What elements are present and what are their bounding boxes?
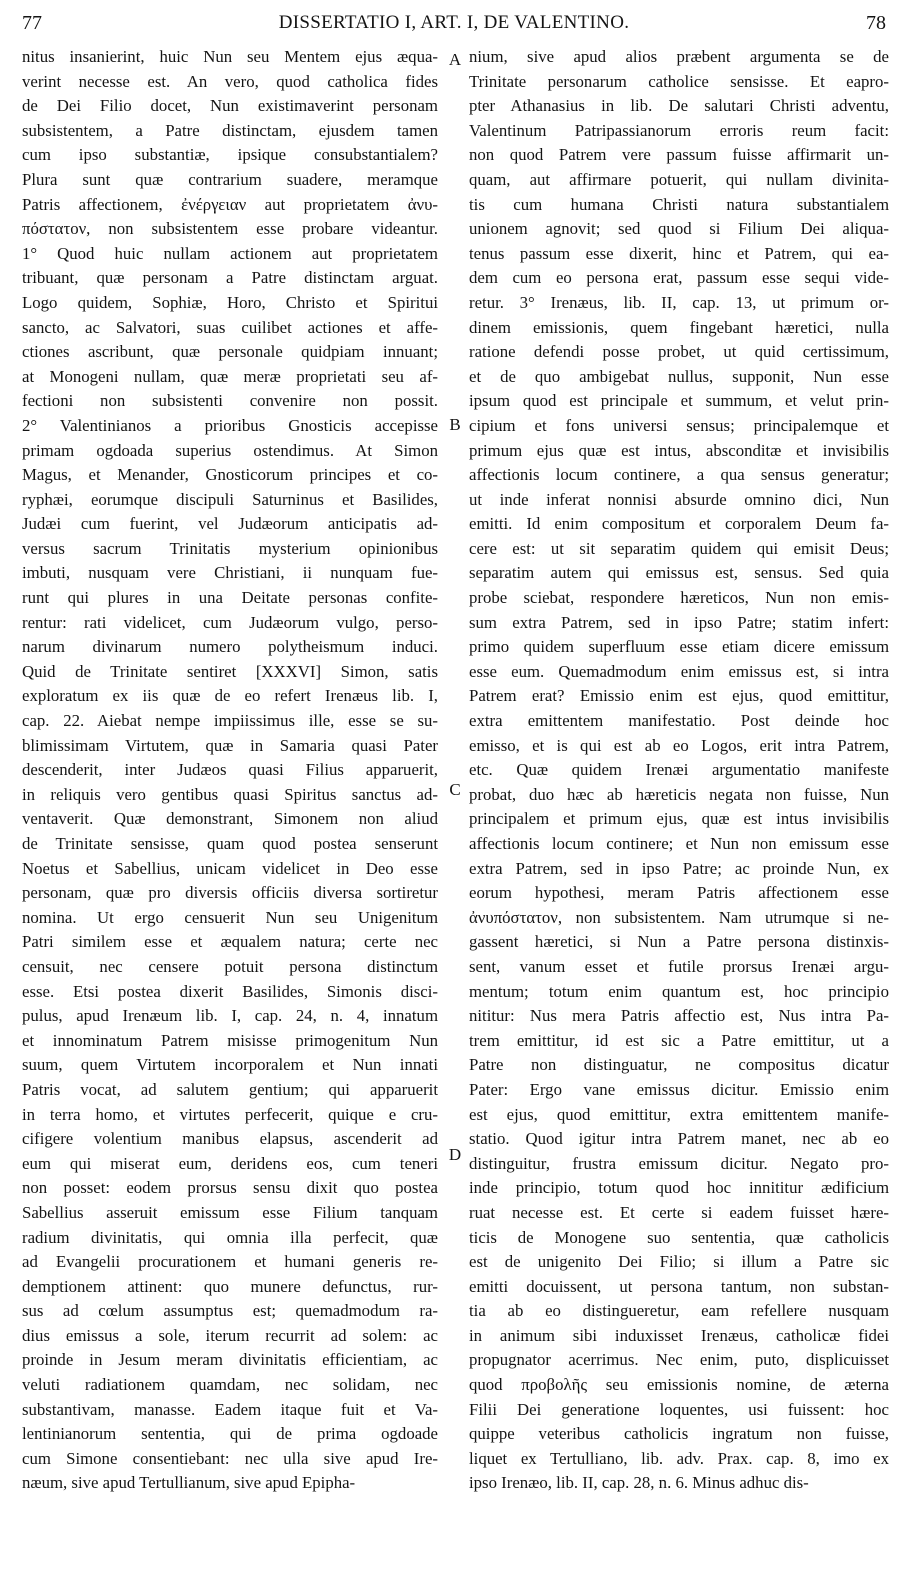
- text-line: nomina. Ut ergo censuerit Nun seu Unigenitum: [22, 907, 438, 927]
- text-line: est ejus, quod emittitur, extra emittentem manife-: [469, 1104, 889, 1124]
- text-line: Pater: Ergo vane emissus dicitur. Emissio enim: [469, 1079, 889, 1099]
- text-line: lentinianorum sententia, qui de prima ogdoade: [22, 1424, 438, 1444]
- text-line: in reliquis vero gentibus quasi Spiritus sanctus ad-: [22, 784, 438, 804]
- text-line: quam, aut affirmare potuerit, qui nullam divinita-: [469, 169, 889, 189]
- text-line: fectioni non subsistenti convenire non possit.: [22, 391, 438, 411]
- text-line: primum ejus quæ est intus, absconditæ et invisibilis: [469, 440, 889, 460]
- text-line: tia ab eo distingueretur, eam refellere nusquam: [469, 1301, 889, 1321]
- text-line: versus sacrum Trinitatis mysterium opinionibus: [22, 538, 438, 558]
- text-line: tribuant, quæ personam a Patre distinctam arguat.: [22, 268, 438, 288]
- page-header: [0, 0, 908, 40]
- text-line: non quod Patrem vere passum fuisse affirmarit un-: [469, 145, 889, 165]
- text-line: inde principio, totum quod hoc innititur ædificium: [469, 1178, 889, 1198]
- text-line: eorum hypothesi, meram Patris affectionem esse: [469, 883, 889, 903]
- text-line: Magus, et Menander, Gnosticorum principes et co-: [22, 465, 438, 485]
- running-head: DISSERTATIO I, ART. I, DE VALENTINO.: [278, 12, 630, 33]
- text-line: nium, sive apud alios præbent argumenta se de: [469, 47, 889, 66]
- text-line: cere est: ut sit separatim quidem qui emisit Deus;: [469, 538, 889, 558]
- text-line: πόστατον, non subsistentem esse probare videantur.: [22, 219, 438, 239]
- text-line: Judæi cum fuerint, vel Judæorum anticipatis ad-: [22, 514, 438, 534]
- text-line: et innominatum Patrem misisse primogenitum Nun: [22, 1030, 438, 1050]
- text-line: sum extra Patrem, sed in ipso Patre; statim infert:: [469, 612, 889, 632]
- text-line: radium divinitatis, qui omnia illa perfecit, quæ: [22, 1227, 438, 1247]
- text-line: ctiones ascribunt, quæ personale quidpiam innuant;: [22, 342, 438, 362]
- text-line: quippe veteribus catholicis ingratum non fuisse,: [469, 1424, 889, 1444]
- text-line: dem cum eo persona erat, passum esse sequi vide-: [469, 268, 889, 288]
- text-line: retur. 3° Irenæus, lib. II, cap. 13, ut primum or-: [469, 292, 889, 312]
- text-line: suum, quem Virtutem incorporalem et Nun innati: [22, 1055, 438, 1075]
- text-line: Patris affectionem, ἐνέργειαν aut proprietatem ἀνυ-: [22, 194, 438, 214]
- text-line: dinem emissionis, quem fingebant hæretici, nulla: [469, 317, 889, 337]
- text-line: Valentinum Patripassianorum erroris reum facit:: [469, 120, 889, 140]
- margin-letter-b: B: [449, 415, 461, 434]
- text-line: in animum sibi induxisset Irenæus, catholicæ fidei: [469, 1325, 889, 1345]
- text-line: cap. 22. Aiebat nempe impiissimus ille, esse se su-: [22, 711, 438, 731]
- text-line: emitti. Id enim compositum et corporalem Deum fa-: [469, 514, 889, 534]
- margin-letter-d: D: [448, 1145, 462, 1164]
- text-line: ruat necesse est. Et certe si eadem fuisset hære-: [469, 1202, 889, 1222]
- text-line: quod προβολῆς seu emissionis nomine, de æterna: [469, 1375, 889, 1395]
- text-line: affectionis locum continere; et Nun non emissum esse: [469, 834, 889, 853]
- text-line: unionem agnovit; sed quod si Filium Dei aliqua-: [469, 219, 889, 239]
- page-number-right: 78: [866, 12, 886, 34]
- text-line: næum, sive apud Tertullianum, sive apud Epipha-: [22, 1473, 356, 1493]
- text-line: liquet ex Tertulliano, lib. adv. Prax. cap. 8, imo ex: [469, 1448, 889, 1468]
- text-line: cipium et fons universi sensus; principalemque et: [469, 415, 889, 435]
- text-line: verint necesse est. An vero, quod catholica fides: [22, 71, 438, 91]
- text-line: at Monogeni nullam, quæ meræ proprietati seu af-: [22, 366, 438, 386]
- text-line: primam ogdoada superius ostendimus. At Simon: [22, 440, 438, 460]
- text-line: Filii Dei generatione loquentes, usi fuissent: hoc: [469, 1399, 889, 1419]
- text-line: ἀνυπόστατον, non subsistentem. Nam utrumque si ne-: [469, 907, 889, 927]
- text-line: ipso Irenæo, lib. II, cap. 28, n. 6. Minus adhuc dis-: [469, 1473, 809, 1493]
- text-line: ventaverit. Quæ demonstrant, Simonem non aliud: [22, 809, 438, 829]
- text-line: esse eum. Quemadmodum enim emissus est, si intra: [469, 661, 889, 681]
- margin-letter-c: C: [449, 780, 461, 799]
- text-line: emisso, et is qui est ab eo Logos, erit intra Patrem,: [469, 735, 889, 755]
- text-line: nitus insanierint, huic Nun seu Mentem ejus æqua-: [22, 47, 438, 66]
- text-line: probat, duo hæc ab hæreticis negata non fuisse, Nun: [469, 784, 889, 804]
- text-line: veluti radiationem quamdam, nec solidam, nec: [22, 1375, 438, 1395]
- text-line: propugnator acerrimus. Nec enim, puto, displicuisset: [469, 1350, 889, 1370]
- text-line: de Trinitate sensisse, quam quod postea senserunt: [22, 834, 438, 853]
- text-line: Quid de Trinitate sentiret [XXXVI] Simon, satis: [22, 661, 438, 681]
- text-line: pulus, apud Irenæum lib. I, cap. 24, n. 4, innatum: [22, 1006, 438, 1026]
- text-line: Sabellius asseruit emissum esse Filium tanquam: [22, 1202, 438, 1222]
- text-line: etc. Quæ quidem Irenæi argumentatio manifeste: [469, 760, 889, 780]
- left-column: [22, 45, 438, 1496]
- text-line: proinde in Jesum meram divinitatis efficientiam, ac: [22, 1350, 438, 1370]
- text-line: Trinitate personarum catholice sensisse. Et eapro-: [469, 71, 889, 91]
- text-line: rentur: rati videlicet, cum Judæorum vulgo, perso-: [22, 612, 438, 632]
- text-line: trem emittitur, id est sic a Patre emittitur, ut a: [469, 1030, 889, 1050]
- right-column: [469, 45, 889, 1496]
- text-line: substantivam, manasse. Eadem itaque fuit et Va-: [22, 1399, 438, 1419]
- text-line: gassent hæretici, si Nun a Patre persona distinxis-: [469, 932, 889, 952]
- text-line: blimissimam Virtutem, quæ in Samaria quasi Pater: [22, 735, 438, 755]
- text-line: probe sciebat, respondere hæreticos, Nun non emis-: [469, 588, 889, 608]
- text-line: affectionis locum continere, a qua sensus generatur;: [469, 465, 889, 485]
- text-line: censuit, nec censere potuit persona distinctum: [22, 956, 438, 976]
- text-line: extra emittentem manifestatio. Post deinde hoc: [469, 711, 889, 731]
- text-line: narum divinarum numero polytheismum induci.: [22, 637, 438, 657]
- text-line: 1° Quod huic nullam actionem aut proprietatem: [22, 243, 438, 263]
- text-line: Noetus et Sabellius, unicam videlicet in Deo esse: [22, 858, 438, 878]
- text-line: et de quo ambigebat nullus, supponit, Nun esse: [469, 366, 889, 386]
- text-line: Patrem erat? Emissio enim est ejus, quod emittitur,: [469, 686, 889, 706]
- text-line: 2° Valentinianos a prioribus Gnosticis accepisse: [22, 415, 438, 435]
- text-line: demptionem attinent: quo munere defunctus, rur-: [22, 1276, 438, 1296]
- text-line: cifigere volentium manibus elapsus, ascenderit ad: [22, 1129, 438, 1149]
- text-line: emitti docuissent, ut persona tantum, non substan-: [469, 1276, 889, 1296]
- text-line: statio. Quod igitur intra Patrem manet, nec ab eo: [469, 1129, 889, 1149]
- text-line: runt qui plures in una Deitate personas confite-: [22, 588, 438, 608]
- text-line: subsistentem, a Patre distinctam, ejusdem tamen: [22, 120, 438, 140]
- text-line: eum qui miserat eum, deridens eos, cum teneri: [22, 1153, 438, 1173]
- text-line: mentum; totum enim quantum est, hoc principio: [469, 981, 889, 1001]
- text-line: ryphæi, eorumque discipuli Saturninus et Basilides,: [22, 489, 438, 509]
- text-line: separatim autem qui emissus est, sensus. Sed quia: [469, 563, 889, 583]
- text-line: Patre non distinguatur, ne compositus dicatur: [469, 1055, 889, 1075]
- text-line: pter Athanasius in lib. De salutari Christi adventu,: [469, 96, 889, 116]
- text-line: ticis de Monogene suo sententia, quæ catholicis: [469, 1227, 889, 1247]
- text-line: de Dei Filio docet, Nun existimaverint personam: [22, 96, 438, 116]
- text-line: tenus passum esse dixerit, hinc et Patrem, qui ea-: [469, 243, 889, 263]
- margin-letter-a: A: [448, 50, 462, 69]
- text-line: non posset: eodem prorsus sensu dixit quo postea: [22, 1178, 438, 1198]
- text-line: cum Simone consentiebant: nec ulla sive apud Ire-: [22, 1448, 438, 1468]
- text-line: Patri similem esse et æqualem natura; certe nec: [22, 932, 438, 952]
- text-line: est de unigenito Dei Filio; si illum a Patre sic: [469, 1252, 889, 1272]
- text-line: exploratum ex iis quæ de eo refert Irenæus lib. I,: [22, 686, 438, 706]
- text-line: Logo quidem, Sophiæ, Horo, Christo et Spiritui: [22, 292, 438, 312]
- text-line: sancto, ac Salvatori, suas cuilibet actiones et affe-: [22, 317, 438, 337]
- text-line: cum ipso substantiæ, ipsique consubstantialem?: [22, 145, 438, 165]
- text-line: ipsum quod est principale et summum, et velut prin-: [469, 391, 889, 411]
- text-line: imbuti, nusquam vere Christiani, ii nunquam fue-: [22, 563, 438, 583]
- text-line: distinguitur, frustra emissum dicitur. Negato pro-: [469, 1153, 889, 1173]
- text-line: Patris vocat, ad salutem gentium; qui apparuerit: [22, 1079, 438, 1099]
- text-line: esse. Etsi postea dixerit Basilides, Simonis disci-: [22, 981, 438, 1001]
- text-line: principalem et primum ejus, quæ est intus invisibilis: [469, 809, 889, 829]
- text-line: Plura sunt quæ contrarium suadere, meramque: [22, 169, 438, 189]
- text-line: tis cum humana Christi natura substantialem: [469, 194, 889, 214]
- page-number-left: 77: [22, 12, 42, 34]
- text-line: ut inde inferat nonnisi absurde omnino dici, Nun: [469, 489, 889, 509]
- text-line: descenderit, inter Judæos quasi Filius apparuerit,: [22, 760, 438, 780]
- text-line: in terra homo, et virtutes perfecerit, quique e cru-: [22, 1104, 438, 1124]
- text-line: nititur: Nus mera Patris affectio est, Nus intra Pa-: [469, 1006, 889, 1026]
- text-line: dius emissus a sole, iterum recurrit ad solem: ac: [22, 1325, 438, 1345]
- text-line: sus ad cœlum assumptus est; quemadmodum ra-: [22, 1301, 438, 1321]
- text-line: ratione defendi posse probet, ut quid certissimum,: [469, 342, 889, 362]
- text-line: ad Evangelii procurationem et humani generis re-: [22, 1252, 438, 1272]
- text-line: primo quidem superfluum esse etiam dicere emissum: [469, 637, 889, 657]
- text-line: personam, quæ pro diversis officiis diversa sortiretur: [22, 883, 438, 903]
- text-line: extra Patrem, sed in ipso Patre; ac proinde Nun, ex: [469, 858, 889, 878]
- text-line: sent, vanum esset et futile prorsus Irenæi argu-: [469, 956, 889, 976]
